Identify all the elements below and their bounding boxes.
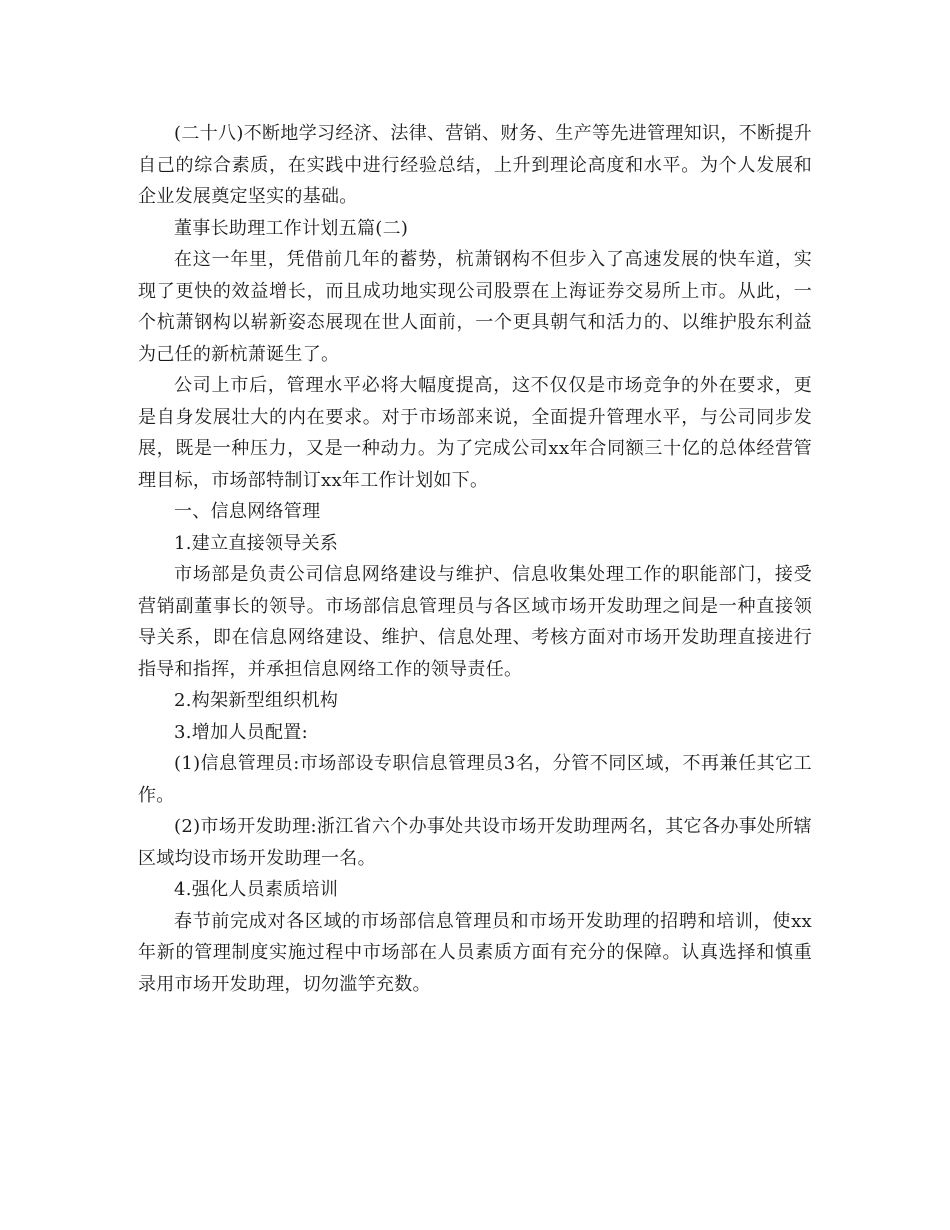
heading-info-network: 一、信息网络管理 xyxy=(174,501,321,522)
paragraph-item28: (二十八)不断地学习经济、法律、营销、财务、生产等先进管理知识，不断提升自己的综合素质，在实践中进行经验总结，上升到理论高度和水平。为个人发展和企业发展奠定坚实的基础。 xyxy=(138,123,812,207)
paragraph-section-heading: 董事长助理工作计划五篇(二) xyxy=(174,217,409,239)
paragraph-market-dept: 市场部是负责公司信息网络建设与维护、信息收集处理工作的职能部门，接受营销副董事长的领导。市场部信息管理员与各区域市场开发助理之间是一种直接领导关系，即在信息网络建设、维护、信息处理、考核方面对市场开发助理直接进行指导和指挥，并承担信息网络工作的领导责任。 xyxy=(138,564,812,680)
heading-new-organization: 2.构架新型组织机构 xyxy=(174,690,339,711)
paragraph-market-assistant: (2)市场开发助理:浙江省六个办事处共设市场开发助理两名，其它各办事处所辖区域均设市场开发助理一名。 xyxy=(138,816,812,869)
document-page xyxy=(138,118,812,1000)
heading-direct-leadership: 1.建立直接领导关系 xyxy=(174,532,339,554)
paragraph-training-detail: 春节前完成对各区域的市场部信息管理员和市场开发助理的招聘和培训，使xx年新的管理制度实施过程中市场部在人员素质方面有充分的保障。认真选择和慎重录用市场开发助理，切勿滥竽充数。 xyxy=(138,910,812,995)
heading-staffing: 3.增加人员配置: xyxy=(174,721,308,743)
paragraph-listing-goals: 公司上市后，管理水平必将大幅度提高，这不仅仅是市场竞争的外在要求，更是自身发展壮大的内在要求。对于市场部来说，全面提升管理水平，与公司同步发展，既是一种压力，又是一种动力。为了完成公司xx年合同额三十亿的总体经营管理目标，市场部特制订xx年工作计划如下。 xyxy=(138,375,812,491)
paragraph-info-manager: (1)信息管理员:市场部设专职信息管理员3名，分管不同区域，不再兼任其它工作。 xyxy=(138,753,812,806)
paragraph-intro: 在这一年里，凭借前几年的蓄势，杭萧钢构不但步入了高速发展的快车道，实现了更快的效益增长，而且成功地实现公司股票在上海证券交易所上市。从此，一个杭萧钢构以崭新姿态展现在世人面前，一个更具朝气和活力的、以维护股东利益为己任的新杭萧诞生了。 xyxy=(138,249,812,365)
heading-training: 4.强化人员素质培训 xyxy=(174,879,339,900)
